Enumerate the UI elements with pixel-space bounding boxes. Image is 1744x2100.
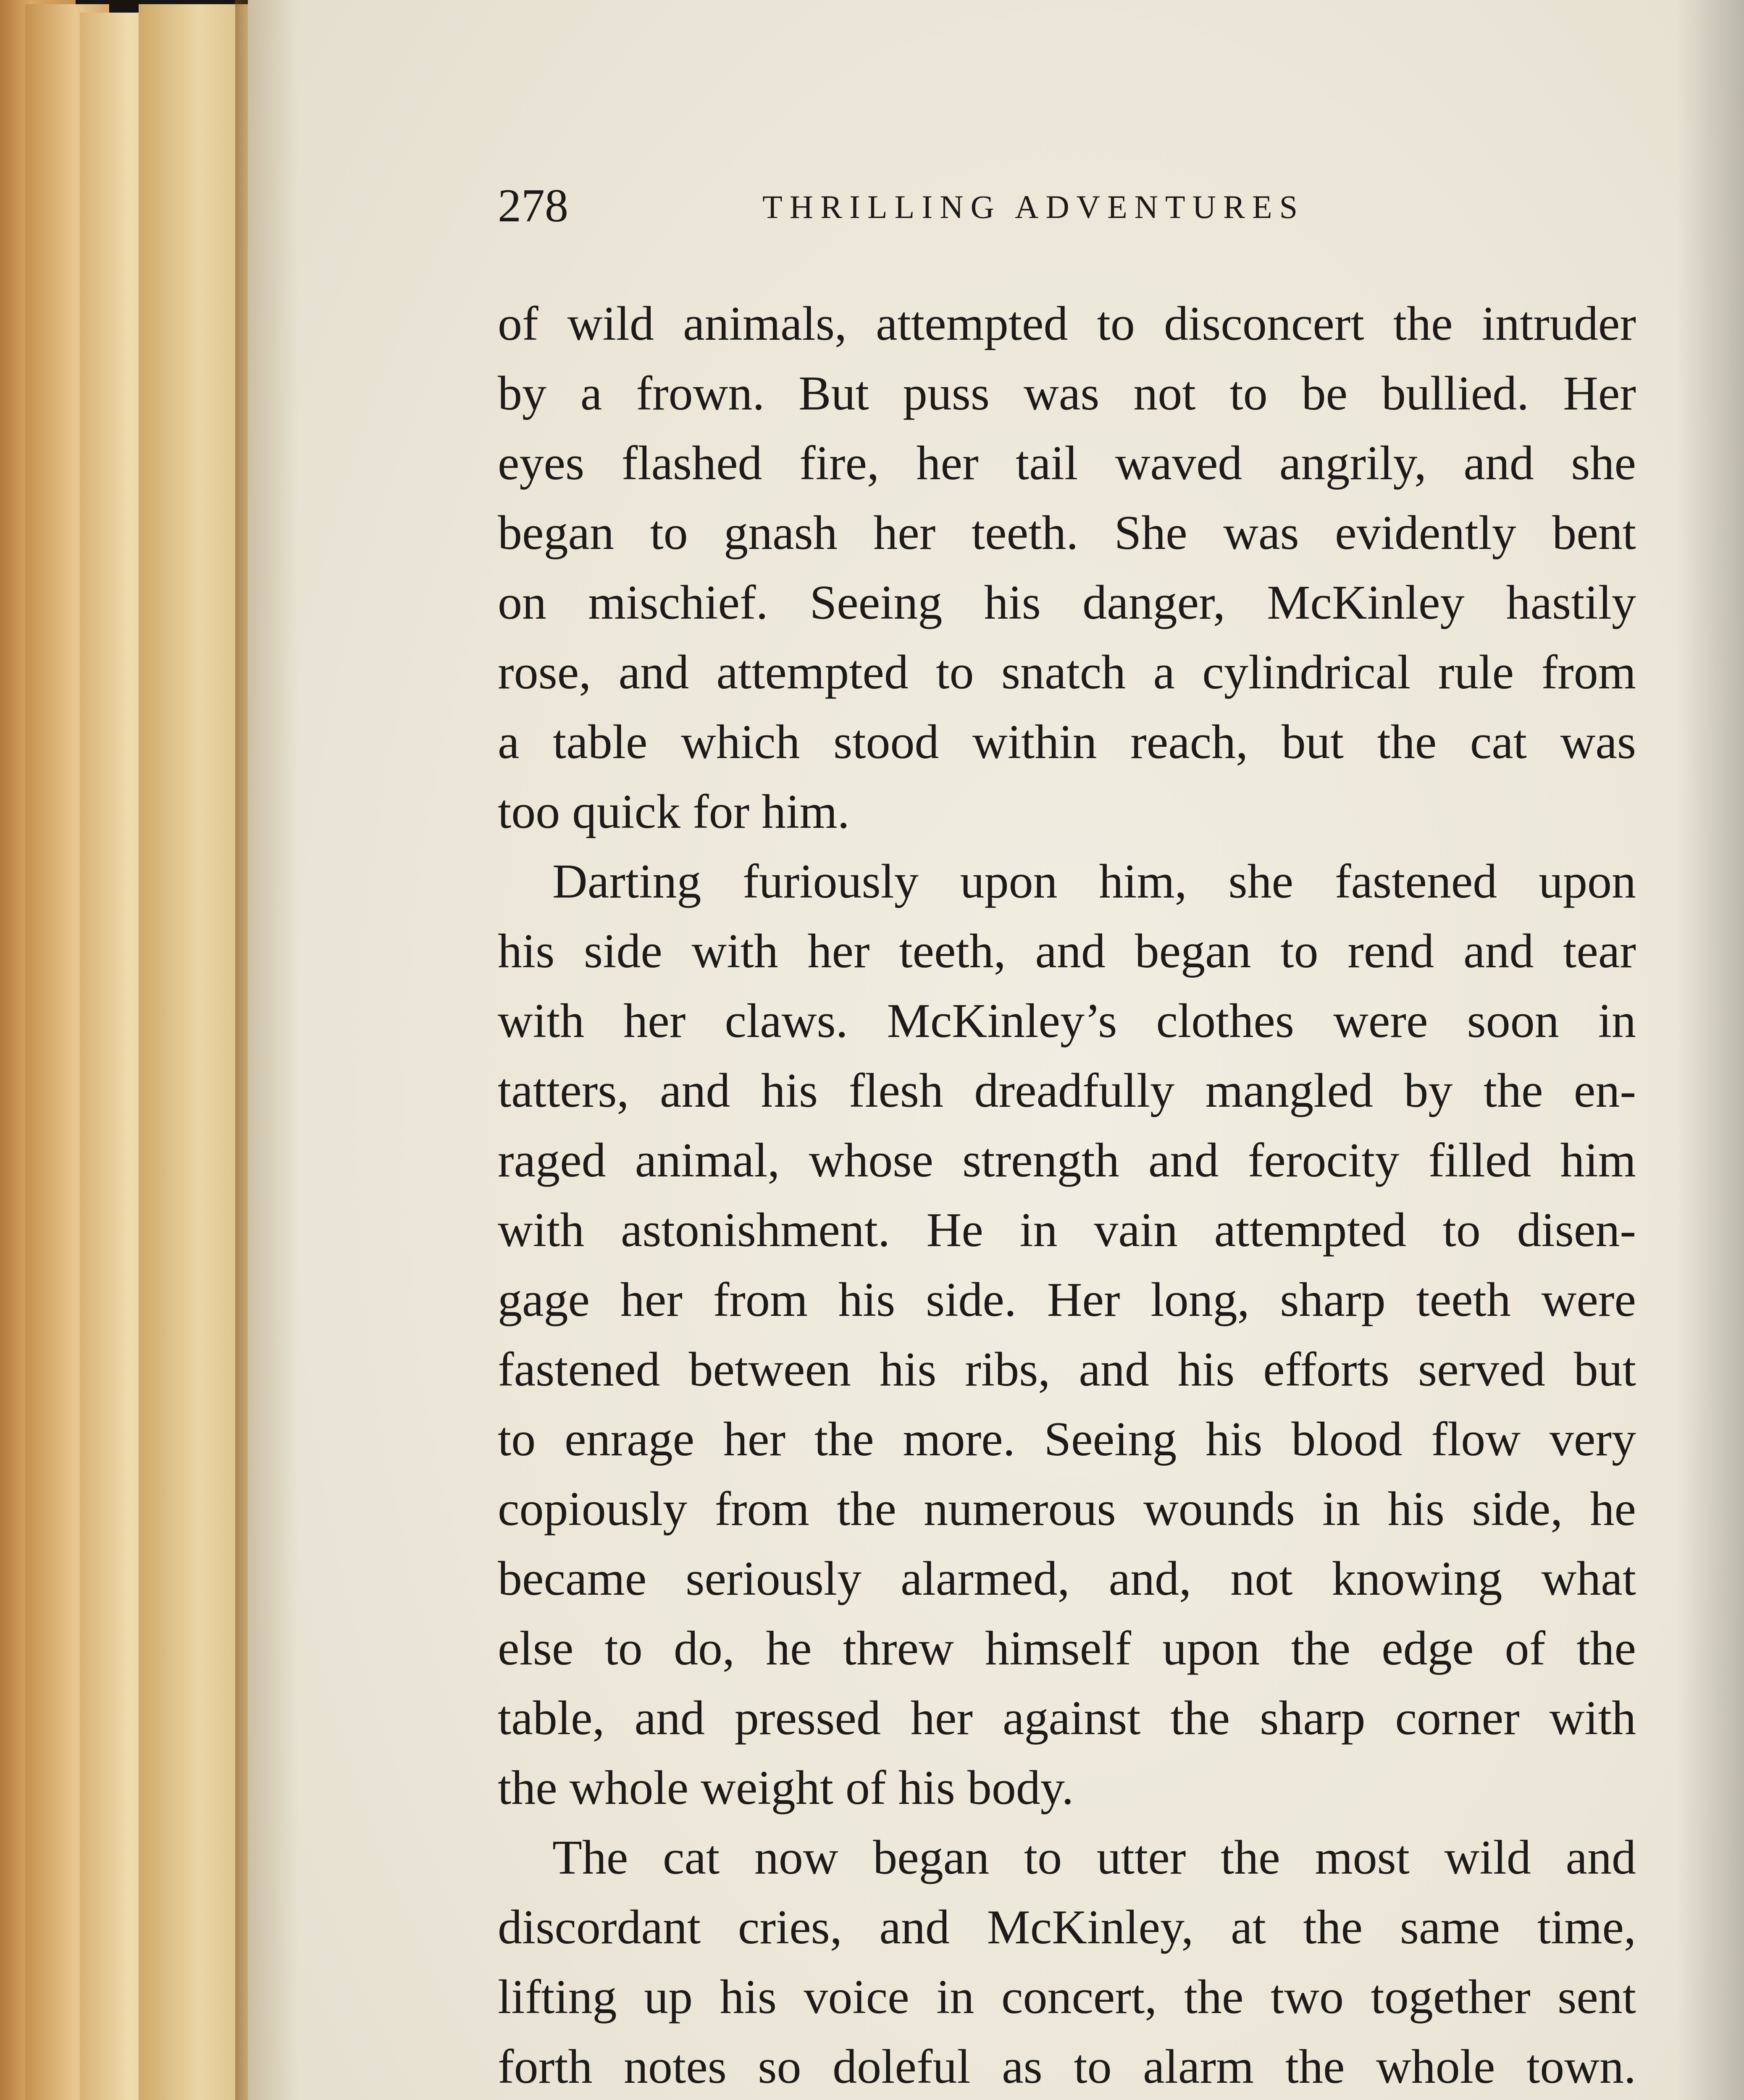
text-line: with her claws. McKinley’s clothes were soon in	[498, 994, 1636, 1048]
text-line: Darting furiously upon him, she fastened upon	[552, 855, 1636, 908]
running-head	[498, 176, 1640, 235]
running-title: THRILLING ADVENTURES	[762, 189, 1305, 225]
text-line: a table which stood within reach, but the cat was	[498, 715, 1636, 769]
text-line: gage her from his side. Her long, sharp teeth were	[498, 1273, 1636, 1327]
text-line: became seriously alarmed, and, not knowing what	[498, 1552, 1636, 1606]
gutter-shade	[248, 0, 298, 2100]
page-edge-stack	[139, 4, 248, 2100]
text-line: table, and pressed her against the sharp corner with	[498, 1691, 1636, 1745]
body-text	[498, 289, 1636, 2100]
text-line: by a frown. But puss was not to be bullied. Her	[498, 367, 1636, 420]
text-line: forth notes so doleful as to alarm the whole town.	[498, 2040, 1636, 2094]
text-line: else to do, he threw himself upon the edge of the	[498, 1622, 1636, 1675]
page-number: 278	[498, 180, 568, 232]
text-line: tatters, and his flesh dreadfully mangled by the en-	[498, 1064, 1636, 1118]
text-line: too quick for him.	[498, 785, 850, 839]
text-line: his side with her teeth, and began to rend and tear	[498, 924, 1636, 978]
text-line: lifting up his voice in concert, the two together sent	[498, 1970, 1636, 2024]
edge-shade	[1677, 0, 1744, 2100]
text-line: to enrage her the more. Seeing his blood flow very	[498, 1412, 1636, 1466]
text-line: raged animal, whose strength and ferocity filled him	[498, 1134, 1636, 1187]
text-line: with astonishment. He in vain attempted to disen-	[498, 1203, 1636, 1257]
text-line: rose, and attempted to snatch a cylindrical rule from	[498, 646, 1636, 699]
text-line: the whole weight of his body.	[498, 1761, 1074, 1815]
text-line: The cat now began to utter the most wild and	[552, 1831, 1636, 1885]
text-line: eyes flashed fire, her tail waved angrily, and she	[498, 436, 1636, 490]
text-line: on mischief. Seeing his danger, McKinley hastily	[498, 576, 1636, 630]
text-line: of wild animals, attempted to disconcert the intruder	[498, 297, 1636, 351]
book-page	[248, 0, 1744, 2100]
text-line: copiously from the numerous wounds in his side, he	[498, 1482, 1636, 1536]
text-line: fastened between his ribs, and his efforts served but	[498, 1343, 1636, 1396]
text-line: began to gnash her teeth. She was evidently bent	[498, 506, 1636, 560]
text-line: discordant cries, and McKinley, at the same time,	[498, 1900, 1636, 1954]
